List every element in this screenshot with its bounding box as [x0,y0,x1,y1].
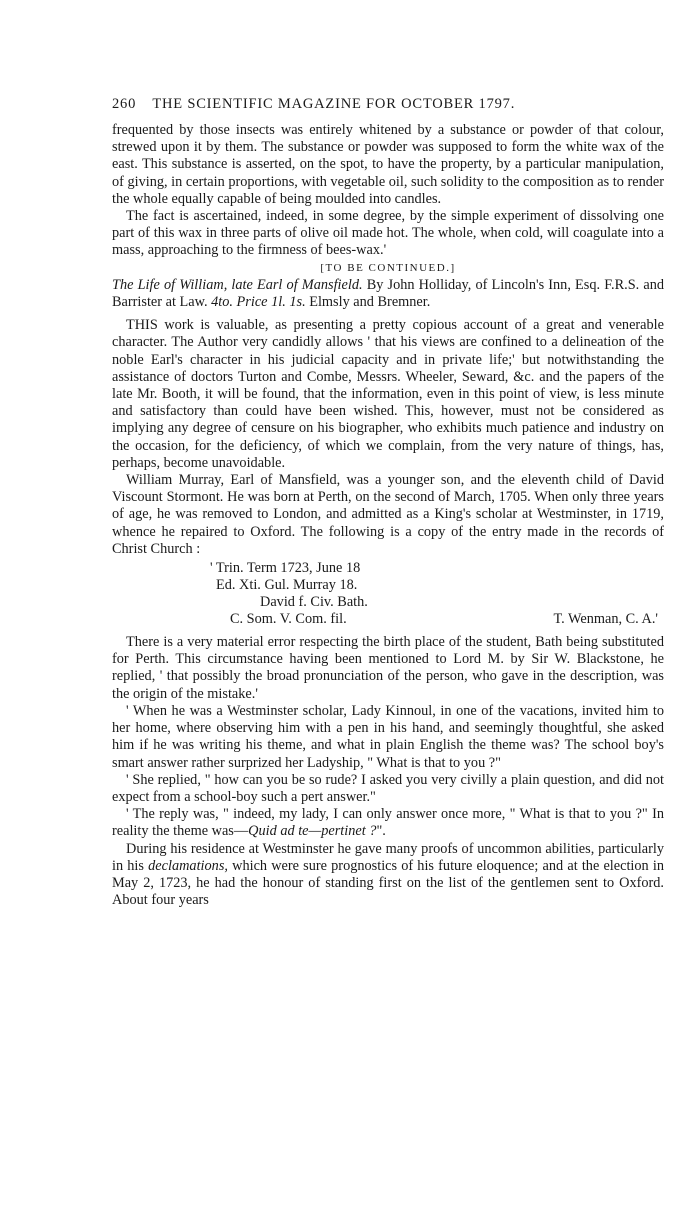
paragraph [112,806,664,840]
paragraph: ' When he was a Westminster scholar, Lady Kinnoul, in one of the vacations, invited him to her home, where observing him with a pen in his hand, and seemingly thoughtful, she asked him if he was writing his theme, and what in plain English the theme was? The school boy's smart answer rather surprized her Ladyship, " What is that to you ?" [112,702,664,771]
text-column [112,122,664,909]
entry-line: Ed. Xti. Gul. Murray 18. [216,577,358,594]
entry-signature: T. Wenman, C. A.' [553,611,658,628]
paragraph: William Murray, Earl of Mansfield, was a younger son, and the eleventh child of David Viscount Stormont. He was born at Perth, on the second of March, 1705. When only three years of age, he was removed to London, and admitted as a King's scholar at Westminster, in 1719, whence he repaired to Oxford. The following is a copy of the entry made in the records of Christ Church : [112,472,664,557]
review-author: By John Holliday, of Lincoln's Inn, Esq. F.R.S. and Barrister at Law. [112,276,664,311]
paragraph: frequented by those insects was entirely whitened by a substance or powder of that colour, strewed upon it by them. The substance or powder was supposed to form the white wax of the east. This substance is asserted, on the spot, to have the property, by a particular manipulation, of giving, in certain proportions, with vegetable oil, such solidity to the composition as to render the whole equally capable of being moulded into candles. [112,122,664,207]
entry-line-with-signature [112,611,664,628]
entry-line: ' Trin. Term 1723, June 18 [210,560,361,577]
college-entry [112,560,664,628]
running-title: THE SCIENTIFIC MAGAZINE FOR OCTOBER 1797. [152,96,516,112]
entry-line: David f. Civ. Bath. [260,594,368,611]
review-format: 4to. [211,294,233,311]
continued-notice: [TO BE CONTINUED.] [320,261,456,274]
paragraph [112,841,664,910]
paragraph: The fact is ascertained, indeed, in some degree, by the simple experiment of dissolving one part of this wax in three parts of olive oil made hot. The whole, when cold, will coagulate into a mass, approaching to the firmness of bees-wax.' [112,208,664,259]
review-heading [112,277,664,311]
review-book-title: The Life of William, late Earl of Mansfield. [112,276,363,293]
paragraph: ' She replied, " how can you be so rude? I asked you very civilly a plain question, and did not expect from a school-boy such a pert answer." [112,771,664,805]
paragraph-text: ". [376,823,386,840]
paragraph: THIS work is valuable, as presenting a pretty copious account of a great and venerable character. The Author very candidly allows ' that his views are confined to a delineation of the noble Earl's character in his judicial capacity and in private life;' but notwithstanding the assistance of doctors Turton and Combe, Messrs. Wheeler, Seward, &c. and the papers of the late Mr. Booth, it will be found, that the information, even in this point of view, is less minute and satisfactory than could have been wished. This, however, must not be considered as implying any degree of censure on his biographer, who exhibits much patience and industry on the occasion, for the deficiency, of which we complain, from the very nature of things, has, perhaps, become unavoidable. [112,317,664,471]
review-price: Price 1l. 1s. [236,294,306,311]
review-publisher: Elmsly and Bremner. [309,294,431,311]
paragraph: There is a very material error respecting the birth place of the student, Bath being substituted for Perth. This circumstance having been mentioned to Lord M. by Sir W. Blackstone, he replied, ' that possibly the broad pronunciation of the person, who gave in the description, was the origin of the mistake.' [112,634,664,702]
latin-phrase: Quid ad te—pertinet ? [248,823,377,840]
paragraph-text: During his residence at Westminster he gave many proofs of uncommon abilities, particularly in his [112,840,664,874]
running-header [112,96,668,113]
entry-line: C. Som. V. Com. fil. [230,611,347,628]
emphasis-text: declamations, [148,857,228,874]
paragraph-text: which were sure prognostics of his future eloquence; and at the election in May 2, 1723, he had the honour of standing first on the list of the gentlemen sent to Oxford. About four years [112,857,664,909]
paragraph-text: ' The reply was, " indeed, my lady, I can only answer once more, " What is that to you ?" In reality the theme was— [112,806,664,840]
page-number: 260 [112,96,137,112]
